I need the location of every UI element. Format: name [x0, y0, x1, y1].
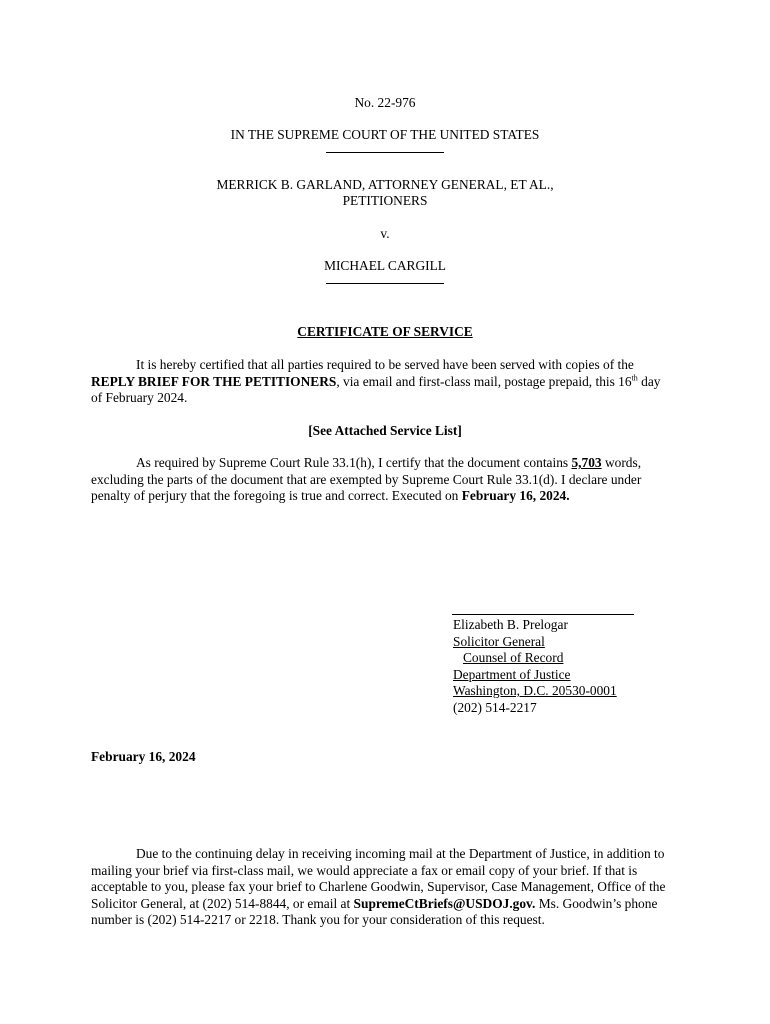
notice-email: SupremeCtBriefs@USDOJ.gov. — [353, 895, 536, 911]
filing-date-text: February 16, 2024 — [91, 749, 196, 764]
caption-divider-bottom — [0, 272, 770, 289]
case-number: No. 22-976 — [354, 95, 416, 110]
signer-department: Department of Justice — [453, 666, 571, 682]
service-list-note — [0, 423, 770, 440]
word-count: 5,703 — [571, 455, 602, 470]
service-text-pre: It is hereby certified that all parties required to be served have been served with copies of the — [136, 357, 634, 372]
signer-role: Counsel of Record — [463, 650, 564, 665]
court-name: IN THE SUPREME COURT OF THE UNITED STATES — [230, 127, 540, 142]
notice-text-pre: Due to the continuing delay in receiving incoming mail at the Department of Justice, in addition to mailing your brief via first-class mail, we would appreciate a fax or email copy of your brief. If that is acceptable to you, please fax your brief to Charlene Goodwin, Supervisor, Case Management, Office of the Solicitor General, at (202) 514-8844, or email at — [91, 846, 666, 911]
service-paragraph — [91, 357, 671, 407]
ordinal-suffix: th — [631, 373, 638, 383]
petitioner-name: MERRICK B. GARLAND, ATTORNEY GENERAL, ET AL., — [216, 177, 554, 192]
signer-address: Washington, D.C. 20530-0001 — [453, 683, 617, 698]
signature-block — [453, 617, 713, 716]
respondent-name: MICHAEL CARGILL — [324, 258, 446, 273]
word-count-paragraph — [91, 455, 671, 505]
document-title: REPLY BRIEF FOR THE PETITIONERS — [91, 373, 337, 389]
service-text-mid: , via email and first-class mail, postage prepaid, this 16 — [336, 373, 632, 389]
certificate-heading — [0, 324, 770, 341]
word-count-text-pre: As required by Supreme Court Rule 33.1(h), I certify that the document contains — [136, 455, 569, 470]
service-text-end: day of February 2024. — [91, 373, 661, 405]
service-list-text: [See Attached Service List] — [308, 423, 462, 438]
filing-date — [91, 749, 196, 766]
notice-text-post: Ms. Goodwin’s phone number is (202) 514-2217 or 2218. Thank you for your consideration of this request. — [91, 895, 658, 927]
signer-phone: (202) 514-2217 — [453, 699, 537, 715]
caption-divider-top — [0, 141, 770, 158]
signer-title: Solicitor General — [453, 633, 545, 649]
executed-date: February 16, 2024. — [461, 488, 570, 503]
certificate-heading-text: CERTIFICATE OF SERVICE — [297, 324, 473, 339]
signer-name: Elizabeth B. Prelogar — [453, 617, 568, 632]
versus: v. — [380, 226, 390, 241]
mail-delay-notice — [91, 846, 671, 929]
petitioner-role: PETITIONERS — [342, 193, 428, 208]
signature-line — [452, 614, 634, 615]
word-count-text-mid: words, excluding the parts of the document that are exempted by Supreme Court Rule 33.1(d). I declare under penalty of perjury that the foregoing is true and correct. Executed on — [91, 455, 642, 503]
